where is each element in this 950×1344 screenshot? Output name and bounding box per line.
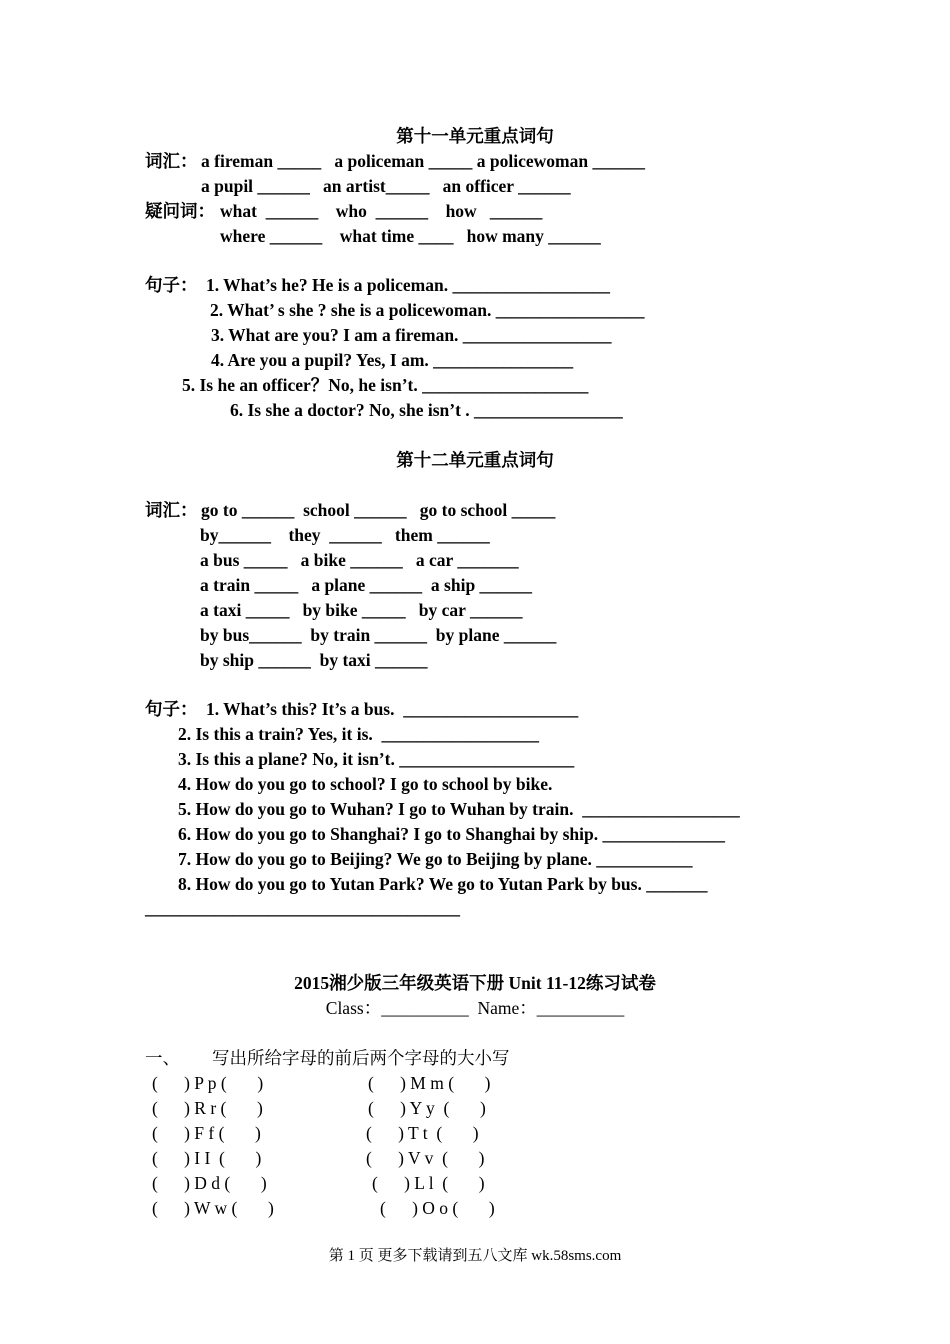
exam-title: 2015湘少版三年级英语下册 Unit 11-12练习试卷 xyxy=(294,973,656,993)
unit11-sentence: 2. What’ s she ? she is a policewoman. _________________ xyxy=(210,300,645,320)
unit12-vocab-line: a bus _____ a bike ______ a car _______ xyxy=(200,550,519,570)
letter-row: ( ) I I ( ) xyxy=(152,1148,262,1168)
unit11-sentence-label: 句子： xyxy=(145,275,198,295)
unit11-question-line: where ______ what time ____ how many ______ xyxy=(220,226,601,246)
unit12-vocab-line: by______ they ______ them ______ xyxy=(200,525,490,545)
unit12-sentence-label: 句子： xyxy=(145,699,198,719)
unit11-vocab-line: a fireman _____ a policeman _____ a policewoman ______ xyxy=(201,151,645,171)
letter-row: ( ) L l ( ) xyxy=(372,1173,485,1193)
unit11-title: 第十一单元重点词句 xyxy=(396,126,554,146)
unit12-sentence: 1. What’s this? It’s a bus. ____________________ xyxy=(206,699,579,719)
unit12-sentence: 7. How do you go to Beijing? We go to Beijing by plane. ___________ xyxy=(178,849,693,869)
unit12-sentence: 6. How do you go to Shanghai? I go to Shanghai by ship. ______________ xyxy=(178,824,726,844)
unit12-vocab-line: go to ______ school ______ go to school _____ xyxy=(201,500,556,520)
letter-row: ( ) V v ( ) xyxy=(366,1148,485,1168)
letter-row: ( ) M m ( ) xyxy=(368,1073,491,1093)
unit11-sentence: 1. What’s he? He is a policeman. __________________ xyxy=(206,275,610,295)
unit11-sentence: 3. What are you? I am a fireman. _________________ xyxy=(211,325,612,345)
unit12-vocab-line: by ship ______ by taxi ______ xyxy=(200,650,428,670)
unit12-vocab-label: 词汇： xyxy=(145,500,198,520)
letter-row: ( ) W w ( ) xyxy=(152,1198,274,1218)
answer-blank-line: ____________________________________ xyxy=(145,898,460,918)
unit11-question-line: what ______ who ______ how ______ xyxy=(220,201,543,221)
unit12-vocab-line: a taxi _____ by bike _____ by car ______ xyxy=(200,600,523,620)
letter-row: ( ) P p ( ) xyxy=(152,1073,264,1093)
letter-row: ( ) F f ( ) xyxy=(152,1123,261,1143)
unit11-sentence: 5. Is he an officer？No, he isn’t. ___________________ xyxy=(182,375,589,395)
section1-number: 一、 xyxy=(145,1048,180,1068)
unit11-question-label: 疑问词： xyxy=(145,201,215,221)
letter-row: ( ) D d ( ) xyxy=(152,1173,267,1193)
letter-row: ( ) Y y ( ) xyxy=(368,1098,486,1118)
unit12-sentence: 8. How do you go to Yutan Park? We go to Yutan Park by bus. _______ xyxy=(178,874,708,894)
unit11-vocab-line: a pupil ______ an artist_____ an officer ______ xyxy=(201,176,571,196)
section1-title: 写出所给字母的前后两个字母的大小写 xyxy=(212,1048,510,1068)
unit12-sentence: 2. Is this a train? Yes, it is. __________________ xyxy=(178,724,540,744)
unit12-title: 第十二单元重点词句 xyxy=(396,450,554,470)
unit12-sentence: 5. How do you go to Wuhan? I go to Wuhan by train. __________________ xyxy=(178,799,740,819)
letter-row: ( ) O o ( ) xyxy=(380,1198,495,1218)
unit11-sentence: 6. Is she a doctor? No, she isn’t . _________________ xyxy=(230,400,623,420)
class-name-line: Class：__________ Name：__________ xyxy=(325,998,625,1018)
unit11-vocab-label: 词汇： xyxy=(145,151,198,171)
letter-row: ( ) T t ( ) xyxy=(366,1123,479,1143)
unit12-vocab-line: a train _____ a plane ______ a ship ______ xyxy=(200,575,533,595)
page-footer: 第 1 页 更多下载请到五八文库 wk.58sms.com xyxy=(328,1248,622,1264)
unit12-sentence: 3. Is this a plane? No, it isn’t. ____________________ xyxy=(178,749,575,769)
unit12-sentence: 4. How do you go to school? I go to school by bike. xyxy=(178,774,553,794)
unit11-sentence: 4. Are you a pupil? Yes, I am. ________________ xyxy=(211,350,574,370)
unit12-vocab-line: by bus______ by train ______ by plane ______ xyxy=(200,625,557,645)
letter-row: ( ) R r ( ) xyxy=(152,1098,263,1118)
